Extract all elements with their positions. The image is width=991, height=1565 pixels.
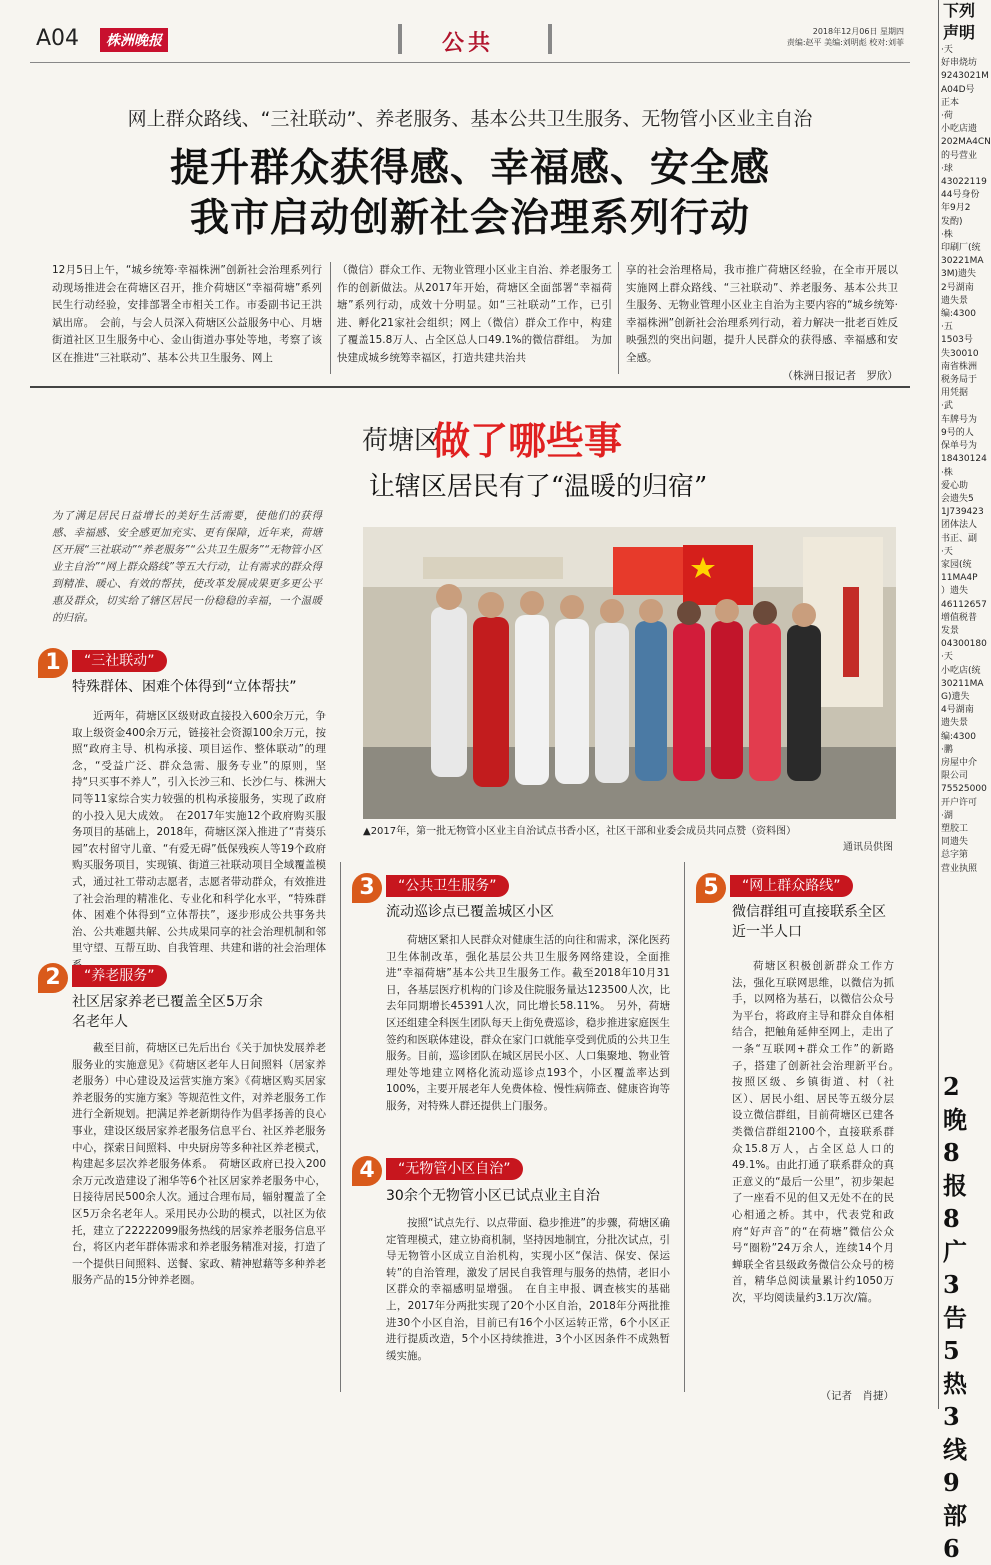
sidebar-notice-line: A04D号 [941, 84, 975, 95]
sidebar-notice-line: 11MA4P [941, 573, 978, 584]
column-rule [618, 262, 619, 374]
section-tag-2: “养老服务” [72, 965, 167, 987]
intro-paragraph: 为了满足居民日益增长的美好生活需要，使他们的获得感、幸福感、安全感更加充实、更有保障，近年来，荷塘区开展“三社联动”“养老服务”“公共卫生服务”“无物管小区业主自治”“网上群众路线”等五大行动，让有需求的群众得到精准、暖心、有效的帮扶，使改革发展成果更多更公平惠及群众，切实给了辖区居民一份稳稳的幸福，一个温暖的归宿。 [52, 510, 322, 624]
section-number-4: 4 [352, 1156, 382, 1186]
section-name: 公共 [442, 30, 495, 56]
sidebar-notice-line: 发景 [941, 625, 960, 636]
sidebar-notice-line: 遗失景 [941, 295, 969, 306]
sidebar-notice-line: 小吃店遗 [941, 124, 978, 135]
sidebar-notice-line: 失30010 [941, 348, 979, 359]
masthead [30, 22, 910, 63]
sub-headline-part-a: 荷塘区 [362, 426, 441, 456]
sidebar-notice-line: 编:4300 [941, 731, 976, 742]
masthead-divider [548, 24, 552, 54]
sidebar-notice-line: ·天 [941, 546, 953, 557]
section-body-4: 按照“试点先行、以点带面、稳步推进”的步骤，荷塘区确定管理模式，建立协商机制，坚持因地制宜，分批次试点，引导无物管小区成立自治机构，实现小区“保洁、保安、保运转”的自治管理，激发了居民自我管理与服务的热情，老旧小区群众的幸福感明显增强。 在自主申报、调查核实的基础上，2017年分两批实现了20个小区自治，2018年分两批推进30个小区自治，目前已有16个小区运转正常，6个小区正进行提质改造，5个小区持续推进，3个小区因条件不成熟暂缓实施。 [386, 1217, 670, 1362]
sidebar-notice-line: 爱心助 [941, 480, 969, 491]
column-rule [330, 262, 331, 374]
sidebar-notice-line: 04300180 [941, 639, 987, 650]
sidebar-notice-line: G)遗失 [941, 691, 970, 702]
section-number-2: 2 [38, 963, 68, 993]
sidebar-head-1: 下列 [943, 1, 976, 20]
sidebar-notice-line: ·天 [941, 45, 953, 55]
sidebar-notice-line: 同遗失 [941, 837, 969, 848]
section-body-5: 荷塘区积极创新群众工作方法，强化互联网思维，以微信为抓手，以网格为基石，以微信公众号为平台，将政府主导和群众自体相结合，把触角延伸至网上，走出了一条“互联网+群众工作”的新路子，搭建了创新社会治理新平台。 按照区级、乡镇街道、村（社区）、居民小组、居民等五级分层设立微信群组，目前荷塘区已建各类微信群组2100个，直接联系群众15.8万人，占全区总人口的49.1%。由此打通了联系群众的真正意义的“最后一公里”，初步架起了一座看不见的但又无处不在的民心相通之桥。其中，代表党和政府“好声音”的“在荷塘”微信公众号“圈粉”24万余人，连续14个月蝉联全省县级政务微信公众号的榜首，精华总阅读量累计约1050万次，平均阅读量约3.1万次/篇。 [732, 960, 905, 1304]
photo-caption [363, 824, 893, 856]
section-5-byline: （记者 肖捷） [820, 1390, 894, 1402]
section-tag-5: “网上群众路线” [730, 875, 853, 897]
sidebar-head-2: 声明 [943, 23, 976, 42]
section-body-1: 近两年，荷塘区区级财政直接投入600余万元，争取上级资金400余万元，链接社会资源100余万元，按照“政府主导、机构承接、项目运作、整体联动”的理念，“受益广泛、群众急需、服务专业”的原则，坚持“只买事不养人”，引入长沙三和、长沙仁与、株洲大同等11家综合实力较强的机构承接服务，实现了政府的小投入见大成效。 在2017年实施12个政府购买服务项目的基础上，2018年，荷塘区深入推进了“青葵乐园”农村留守儿童、“有爱无碍”低保残疾人等19个政府购买服务项目，实现镇、街道三社联动项目全域覆盖模式，通过社工带动志愿者，志愿者带动群众，有效推进了社会治理的精准化、专业化和科学化水平，“特殊群体、困难个体得到“立体帮扶”，逐步形成公共事务共治、公共难题共解、公共成果同享的社会治理机制和邻里守望、互帮互助、自我管理、共建和谐的社会治理体 [72, 710, 326, 955]
sidebar-notice-line: ）遗失 [941, 586, 969, 597]
sidebar-notice-line: 3M)遗失 [941, 269, 977, 280]
section-subtitle-4: 30余个无物管小区已试点业主自治 [386, 1188, 600, 1204]
photo-credit: 通讯员供图 [843, 842, 893, 853]
section-subtitle-3: 流动巡诊点已覆盖城区小区 [386, 904, 554, 920]
sidebar-notice-line: 南省株洲 [941, 361, 978, 372]
sidebar-notice-line: 营业执照 [941, 863, 978, 874]
main-headline-line1: 提升群众获得感、幸福感、安全感 [169, 146, 770, 191]
sidebar-notice-line: 增值税普 [941, 612, 978, 623]
sidebar-notice-line: 发酌) [941, 216, 963, 227]
sidebar-notice-line: 印刷厂(统 [941, 243, 981, 254]
sub-headline-part-b: 做了哪些事 [432, 419, 623, 463]
sidebar-notice-line: ·五 [941, 322, 953, 333]
section-subtitle-5: 微信群组可直接联系全区近一半人口 [732, 904, 886, 940]
sidebar-notice-line: ·湖 [941, 810, 953, 821]
notice-sidebar [938, 0, 991, 1563]
sidebar-notice-line: 用凭据 [941, 388, 969, 399]
section-tag-1: “三社联动” [72, 650, 167, 672]
sidebar-notice-line: ·天 [941, 652, 953, 663]
sub-headline-line2: 让辖区居民有了“温暖的归宿” [368, 472, 708, 502]
story-divider [30, 386, 910, 388]
sidebar-notice-line: 家园(统 [941, 559, 972, 570]
photo-caption-text: ▲2017年，第一批无物管小区业主自治试点书香小区，社区干部和业委会成员共同点赞（资料图） [363, 826, 797, 837]
column-rule [340, 862, 341, 1392]
sidebar-notice-line: 开户许可 [941, 797, 978, 808]
sidebar-notice-lines [939, 44, 991, 876]
sidebar-notice-line: 编:4300 [941, 309, 976, 320]
sidebar-notice-line: 46112657 [941, 599, 987, 610]
lead-column-3-text: 享的社会治理格局，我市推广荷塘区经验，在全市开展以实施网上群众路线、“三社联动”、养老服务、基本公共卫生服务、无物业管理小区业主自治为主要内容的“城乡统筹·幸福株洲”创新社会治理系列行动，着力解决一批老百姓反映强烈的突出问题，提升人民群众的获得感、幸福感和安全感。 [626, 264, 898, 364]
sidebar-notice-line: 年9月2 [941, 203, 971, 214]
sidebar-notice-line: 1J739423 [941, 507, 984, 518]
sidebar-notice-line: 4号湖南 [941, 705, 974, 716]
sidebar-notice-line: ·球 [941, 163, 953, 174]
section-subtitle-2: 社区居家养老已覆盖全区5万余名老年人 [72, 994, 263, 1030]
sidebar-notice-line: 书正、副 [941, 533, 978, 544]
sidebar-notice-line: ·武 [941, 401, 953, 412]
section-body-3: 荷塘区紧扣人民群众对健康生活的向往和需求，深化医药卫生体制改革，强化基层公共卫生服务网络建设，全面推进“幸福荷塘”基本公共卫生服务工作。截至2018年10月31日，各基层医疗机构的门诊及住院服务量达123500人次，比去年同期增长45391人次，同比增长58.11%。 另外，荷塘区还组建全科医生团队每天上街免费巡诊，稳步推进家庭医生签约和医联体建设，群众在家门口就能享受到优质的公共卫生服务。目前，巡诊团队在城区居民小区、人口集聚地、物业管理处等地建立网格化流动巡诊点193个，小区覆盖率达到100%，主要开展老年人免费体检、慢性病筛查、健康咨询等服务，对特殊人群还提供上门服务。 [386, 934, 670, 1112]
sidebar-hotline-ad: 2晚8报8广3告5热3线9部6 [943, 1072, 967, 1563]
sidebar-notice-line: ·株 [941, 229, 953, 240]
sidebar-notice-line: 税务局于 [941, 375, 978, 386]
sidebar-notice-line: 车牌号为 [941, 414, 978, 425]
section-number-1: 1 [38, 648, 68, 678]
editors-credit: 责编:赵平 美编:刘明彪 校对:刘菲 [786, 38, 904, 47]
sidebar-notice-line: 2号湖南 [941, 282, 974, 293]
sidebar-notice-line: ·株 [941, 467, 953, 478]
sidebar-notice-line: ·荷 [941, 111, 953, 122]
sidebar-notice-line: 好串烧坊 [941, 58, 978, 69]
sidebar-notice-line: 18430124 [941, 454, 987, 465]
sidebar-notice-line: 团体法人 [941, 520, 978, 531]
masthead-divider [398, 24, 402, 54]
sidebar-notice-line: 正本 [941, 97, 960, 108]
section-number-3: 3 [352, 873, 382, 903]
sidebar-notice-line: 43022119 [941, 177, 987, 188]
sidebar-notice-line: 塑胶工 [941, 823, 969, 834]
sidebar-notice-line: 9243021M [941, 71, 989, 82]
sidebar-notice-line: 75525000 [941, 784, 987, 795]
kicker-line: 网上群众路线、“三社联动”、养老服务、基本公共卫生服务、无物管小区业主自治 [127, 108, 813, 130]
sidebar-notice-line: 总字第 [941, 850, 969, 861]
sidebar-notice-line: 保单号为 [941, 441, 978, 452]
section-tag-4: “无物管小区自治” [386, 1158, 523, 1180]
sidebar-notice-line: 小吃店(统 [941, 665, 981, 676]
section-subtitle-1: 特殊群体、困难个体得到“立体帮扶” [72, 679, 297, 695]
sidebar-notice-line: 会遗失5 [941, 493, 974, 504]
sidebar-notice-line: 1503号 [941, 335, 973, 346]
sidebar-notice-line: 30221MA [941, 256, 984, 267]
lead-byline: （株洲日报记者 罗欣） [782, 369, 898, 382]
sidebar-notice-line: 限公司 [941, 771, 969, 782]
sidebar-notice-line: 房屋中介 [941, 757, 978, 768]
sidebar-notice-line: 44号身份 [941, 190, 980, 201]
sidebar-notice-line: 202MA4CN [941, 137, 991, 148]
page-number: A04 [36, 26, 80, 51]
section-number-5: 5 [696, 873, 726, 903]
lead-column-2: （微信）群众工作、无物业管理小区业主自治、养老服务工作的创新做法。从2017年开始，荷塘区全面部署“幸福荷塘”系列行动，成效十分明显。如“三社联动”工作，已引进、孵化21家社会组织；网上（微信）群众工作中，构建了覆盖15.8万人、占全区总人口49.1%的微信群组。 为加快建成城乡统筹幸福区，打造共建共治共 [337, 264, 612, 364]
sidebar-notice-line: 的号营业 [941, 150, 978, 161]
main-headline-line2: 我市启动创新社会治理系列行动 [189, 196, 750, 241]
group-photo [363, 527, 896, 819]
sidebar-notice-line: 9号的人 [941, 427, 974, 438]
section-body-2: 截至目前，荷塘区已先后出台《关于加快发展养老服务业的实施意见》《荷塘区老年人日间照料（居家养老服务）中心建设及运营实施方案》《荷塘区购买居家养老服务的实施方案》等规范性文件，对养老服务工作进行全新规划。把满足养老新期待作为倡孝扬善的良心事业，建设区级居家养老服务信息平台、社区养老服务中心，探索日间照料、中央厨房等多种社区养老模式，构建起多层次养老服务体系。 荷塘区政府已投入200余万元改造建设了湘华等6个社区居家养老服务中心，日接待居民500余人次。通过合理布局，辐射覆盖了全区5万余名老年人。采用民办公助的模式，以社区为依托，建立了22222099服务热线的居家养老服务信息平台，将区内老年群体需求和养老服务精准对接，打造了一个提供日间照料、送餐、家政、精神慰藉等多种养老服务产品的15分钟养老圈。 [72, 1042, 326, 1287]
section-tag-3: “公共卫生服务” [386, 875, 509, 897]
sidebar-notice-line: 遗失景 [941, 718, 969, 729]
issue-meta [787, 26, 904, 48]
issue-date: 2018年12月06日 星期四 [812, 27, 904, 36]
lead-column-1: 12月5日上午，“城乡统筹·幸福株洲”创新社会治理系列行动现场推进会在荷塘区召开，推介荷塘区“幸福荷塘”系列民生行动经验，安排部署全市相关工作。市委副书记王洪斌出席。 会前，与会人员深入荷塘区公益服务中心、月塘街道社区卫生服务中心、金山街道办事处等地，考察了该区在推进“三社联动”、基本公共卫生服务、网上 [52, 264, 322, 364]
column-rule [684, 862, 685, 1392]
sidebar-notice-line: 30211MA [941, 678, 984, 689]
paper-logo: 株洲晚报 [100, 28, 168, 52]
lead-column-3 [626, 262, 898, 385]
group-photo-illustration [363, 527, 896, 819]
sidebar-notice-line: ·鹏 [941, 744, 953, 755]
